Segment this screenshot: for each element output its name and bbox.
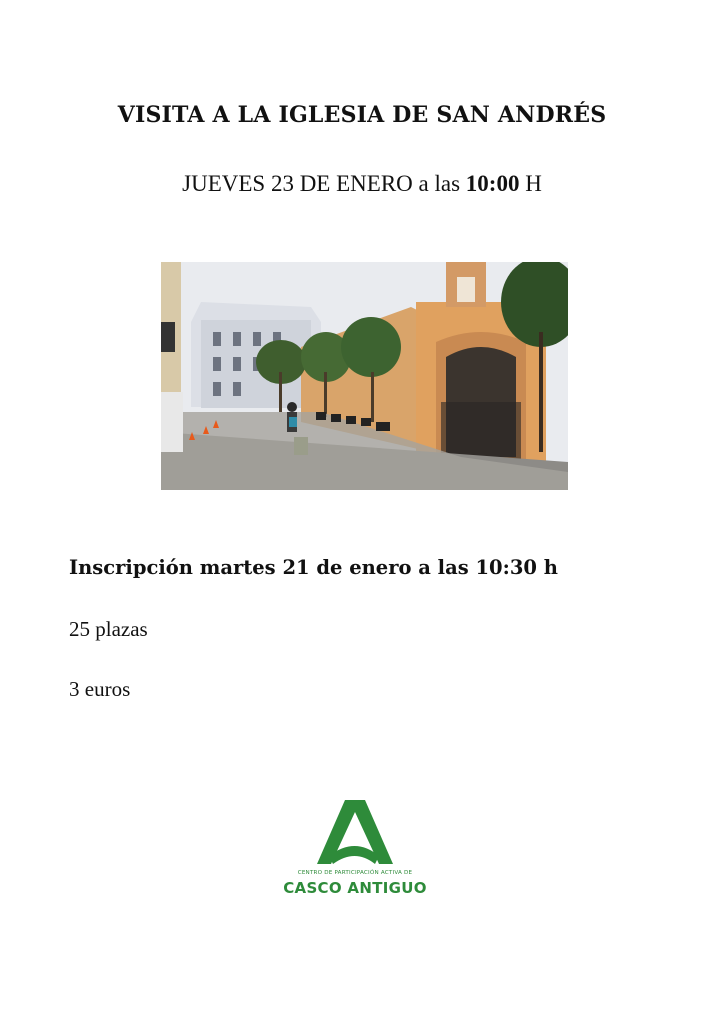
organization-logo: [270, 800, 440, 910]
price-info: 3 euros: [69, 677, 131, 701]
logo-a-icon: [315, 800, 395, 866]
event-day: JUEVES 23 DE ENERO: [182, 171, 413, 196]
logo-name: CASCO ANTIGUO: [283, 879, 427, 897]
time-suffix: H: [519, 171, 542, 196]
logo-subtitle: CENTRO DE PARTICIPACIÓN ACTIVA DE: [297, 870, 413, 876]
date-connector: a las: [412, 171, 466, 196]
places-info: 25 plazas: [69, 617, 148, 641]
page-title: VISITA A LA IGLESIA DE SAN ANDRÉS: [117, 102, 607, 128]
registration-info: Inscripción martes 21 de enero a las 10:30 h: [69, 556, 558, 579]
event-date: [0, 171, 724, 197]
church-photo: [161, 262, 568, 490]
event-time: 10:00: [465, 171, 520, 196]
